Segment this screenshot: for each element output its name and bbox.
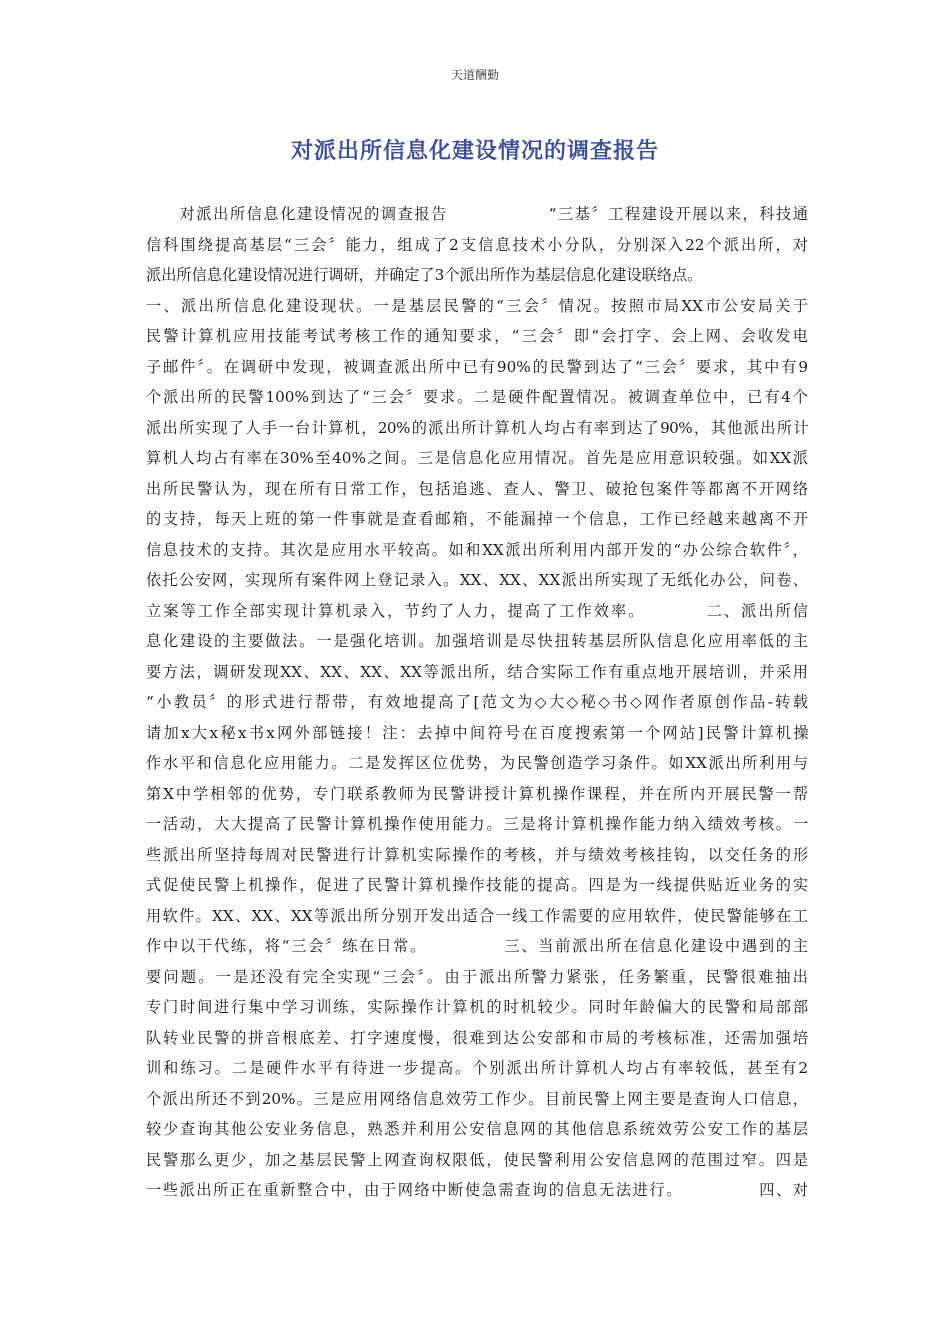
- body-line: 一、派出所信息化建设现状。一是基层民警的“三会〞情况。按照市局XX市公安局关于: [146, 296, 808, 315]
- body-line: 立案等工作全部实现计算机录入，节约了人力，提高了工作效率。 二、派出所信: [146, 601, 808, 620]
- body-line: 些派出所坚持每周对民警进行计算机实际操作的考核，并与绩效考核挂钩，以交任务的形: [146, 845, 808, 864]
- body-line: 个派出所还不到20%。三是应用网络信息效劳工作少。目前民警上网主要是查询人口信息，: [146, 1089, 808, 1108]
- body-line: 个派出所的民警100%到达了“三会〞要求。二是硬件配置情况。被调查单位中，已有4个: [146, 388, 808, 406]
- body-line: 信息技术的支持。其次是应用水平较高。如和XX派出所利用内部开发的“办公综合软件〞，: [146, 540, 808, 559]
- body-line: 出所民警认为，现在所有日常工作，包括追逃、查人、警卫、破抢包案件等都离不开网络: [146, 479, 808, 498]
- body-line: 算机人均占有率在30%至40%之间。三是信息化应用情况。首先是应用意识较强。如XX派: [146, 449, 808, 467]
- body-line: 第X中学相邻的优势，专门联系教师为民警讲授计算机操作课程，并在所内开展民警一帮: [146, 784, 808, 803]
- body-line: 较少查询其他公安业务信息，熟悉并利用公安信息网的其他信息系统效劳公安工作的基层: [146, 1120, 808, 1138]
- body-line: 式促使民警上机操作，促进了民警计算机操作技能的提高。四是为一线提供贴近业务的实: [146, 876, 808, 894]
- body-line: 专门时间进行集中学习训练，实际操作计算机的时机较少。同时年龄偏大的民警和局部部: [146, 998, 808, 1016]
- body-line: 对派出所信息化建设情况的调查报告 “三基〞工程建设开展以来，科技通: [146, 205, 808, 223]
- body-line: 派出所信息化建设情况进行调研，并确定了3个派出所作为基层信息化建设联络点。: [146, 266, 703, 284]
- body-line: 民警那么更少，加之基层民警上网查询权限低，使民警利用公安信息网的范围过窄。四是: [146, 1150, 808, 1169]
- page-header: 天道酬勤: [450, 68, 499, 82]
- body-line: 请加x大x秘x书x网外部链接！注：去掉中间符号在百度搜索第一个网站]民警计算机操: [146, 723, 808, 742]
- body-line: 要问题。一是还没有完全实现“三会〞。由于派出所警力紧张，任务繁重，民警很难抽出: [146, 967, 808, 986]
- body-line: 队转业民警的拼音根底差、打字速度慢，很难到达公安部和市局的考核标准，还需加强培: [146, 1028, 808, 1047]
- body-line: 信科围绕提高基层“三会〞能力，组成了2支信息技术小分队，分别深入22个派出所，对: [146, 235, 808, 254]
- body-line: “小教员〞的形式进行帮带，有效地提高了[范文为◇大◇秘◇书◇网作者原创作品-转载: [146, 693, 808, 711]
- body-line: 民警计算机应用技能考试考核工作的通知要求，“三会〞即“会打字、会上网、会收发电: [146, 327, 808, 345]
- document-body: [146, 199, 808, 1206]
- body-line: 一活动，大大提高了民警计算机操作使用能力。三是将计算机操作能力纳入绩效考核。一: [146, 815, 808, 833]
- body-line: 息化建设的主要做法。一是强化培训。加强培训是尽快扭转基层所队信息化应用率低的主: [146, 632, 808, 650]
- body-line: 作中以干代练，将“三会〞练在日常。 三、当前派出所在信息化建设中遇到的主: [146, 937, 808, 955]
- body-line: 派出所实现了人手一台计算机，20%的派出所计算机人均占有率到达了90%，其他派出所计: [146, 418, 808, 437]
- body-line: 子邮件〞。在调研中发现，被调查派出所中已有90%的民警到达了“三会〞要求，其中有9: [146, 357, 808, 376]
- body-line: 的支持，每天上班的第一件事就是查看邮箱，不能漏掉一个信息，工作已经越来越离不开: [146, 510, 808, 528]
- body-line: 依托公安网，实现所有案件网上登记录入。XX、XX、XX派出所实现了无纸化办公，问卷、: [146, 571, 808, 589]
- body-line: 用软件。XX、XX、XX等派出所分别开发出适合一线工作需要的应用软件，使民警能够在工: [146, 906, 808, 925]
- body-line: 训和练习。二是硬件水平有待进一步提高。个别派出所计算机人均占有率较低，甚至有2: [146, 1059, 808, 1077]
- body-line: 要方法，调研发现XX、XX、XX、XX等派出所，结合实际工作有重点地开展培训，并采用: [146, 662, 808, 681]
- body-line: 一些派出所正在重新整合中，由于网络中断使急需查询的信息无法进行。 四、对: [146, 1181, 808, 1199]
- document-title: 对派出所信息化建设情况的调查报告: [290, 139, 659, 164]
- body-line: 作水平和信息化应用能力。二是发挥区位优势，为民警创造学习条件。如XX派出所利用与: [146, 754, 808, 772]
